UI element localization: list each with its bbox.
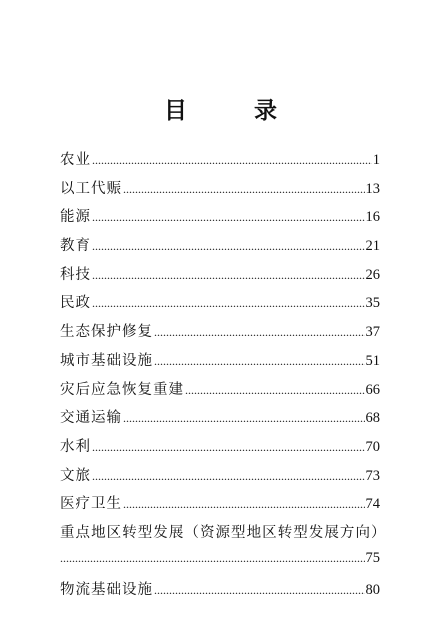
toc-entry-page: 16 <box>365 209 380 226</box>
toc-entry-page: 13 <box>365 180 380 197</box>
toc-entry-label: 教育 <box>60 238 91 255</box>
toc-entry-page: 35 <box>365 295 380 312</box>
toc-dot-leader <box>154 583 365 598</box>
table-of-contents <box>60 148 387 607</box>
toc-entry-regional-transformation <box>60 521 387 550</box>
toc-dot-leader <box>92 268 365 283</box>
toc-entry-label: 能源 <box>60 209 91 226</box>
toc-entry-label: 物流基础设施 <box>60 582 153 599</box>
toc-entry-page: 66 <box>365 381 380 398</box>
toc-entry-label: 灾后应急恢复重建 <box>60 381 184 398</box>
toc-entry-page: 26 <box>365 266 380 283</box>
toc-entry-disaster-recovery <box>60 378 380 407</box>
toc-entry-water-conservancy <box>60 435 380 464</box>
toc-entry-label: 民政 <box>60 295 91 312</box>
toc-entry-agriculture <box>60 148 380 177</box>
toc-entry-page: 37 <box>365 324 380 341</box>
toc-entry-healthcare <box>60 492 380 521</box>
toc-entry-label: 农业 <box>60 152 91 168</box>
toc-entry-page: 51 <box>365 352 380 369</box>
toc-entry-label: 医疗卫生 <box>60 496 122 513</box>
toc-dot-leader <box>92 469 365 484</box>
toc-entry-page: 74 <box>365 496 380 513</box>
toc-entry-page: 68 <box>365 410 380 427</box>
toc-entry-label: 重点地区转型发展（资源型地区转型发展方向） <box>60 524 387 541</box>
toc-dot-leader <box>92 296 365 311</box>
toc-entry-page: 75 <box>365 549 380 566</box>
toc-entry-energy <box>60 205 380 234</box>
toc-entry-label: 交通运输 <box>60 410 122 427</box>
toc-entry-page: 1 <box>372 152 380 168</box>
toc-dot-leader <box>185 383 365 398</box>
toc-entry-work-relief <box>60 177 380 206</box>
toc-entry-ecological-restoration <box>60 320 380 349</box>
toc-dot-leader <box>92 210 365 225</box>
toc-entry-education <box>60 234 380 263</box>
toc-dot-leader <box>123 497 365 512</box>
toc-entry-label: 城市基础设施 <box>60 352 153 369</box>
toc-dot-leader <box>154 354 365 369</box>
toc-entry-label: 文旅 <box>60 467 91 484</box>
toc-entry-label: 以工代赈 <box>60 180 122 197</box>
toc-entry-label: 科技 <box>60 266 91 283</box>
toc-entry-page: 73 <box>365 467 380 484</box>
toc-dot-leader <box>92 239 365 254</box>
toc-entry-page: 70 <box>365 438 380 455</box>
toc-entry-transportation <box>60 406 380 435</box>
page-title: 目 录 <box>164 97 299 124</box>
toc-dot-leader <box>60 551 365 566</box>
toc-dot-leader <box>123 182 365 197</box>
toc-entry-logistics-infrastructure <box>60 578 380 607</box>
toc-entry-technology <box>60 263 380 292</box>
toc-entry-culture-tourism <box>60 464 380 493</box>
toc-entry-page: 80 <box>365 582 380 599</box>
toc-dot-leader <box>123 411 365 426</box>
toc-entry-label: 水利 <box>60 438 91 455</box>
toc-entry-civil-affairs <box>60 291 380 320</box>
toc-dot-leader <box>92 153 372 168</box>
toc-dot-leader <box>154 325 365 340</box>
toc-entry-page: 21 <box>365 238 380 255</box>
toc-entry-label: 生态保护修复 <box>60 324 153 341</box>
toc-entry-urban-infrastructure <box>60 349 380 378</box>
toc-dot-leader <box>92 440 365 455</box>
toc-entry-regional-transformation-continued <box>60 550 380 579</box>
